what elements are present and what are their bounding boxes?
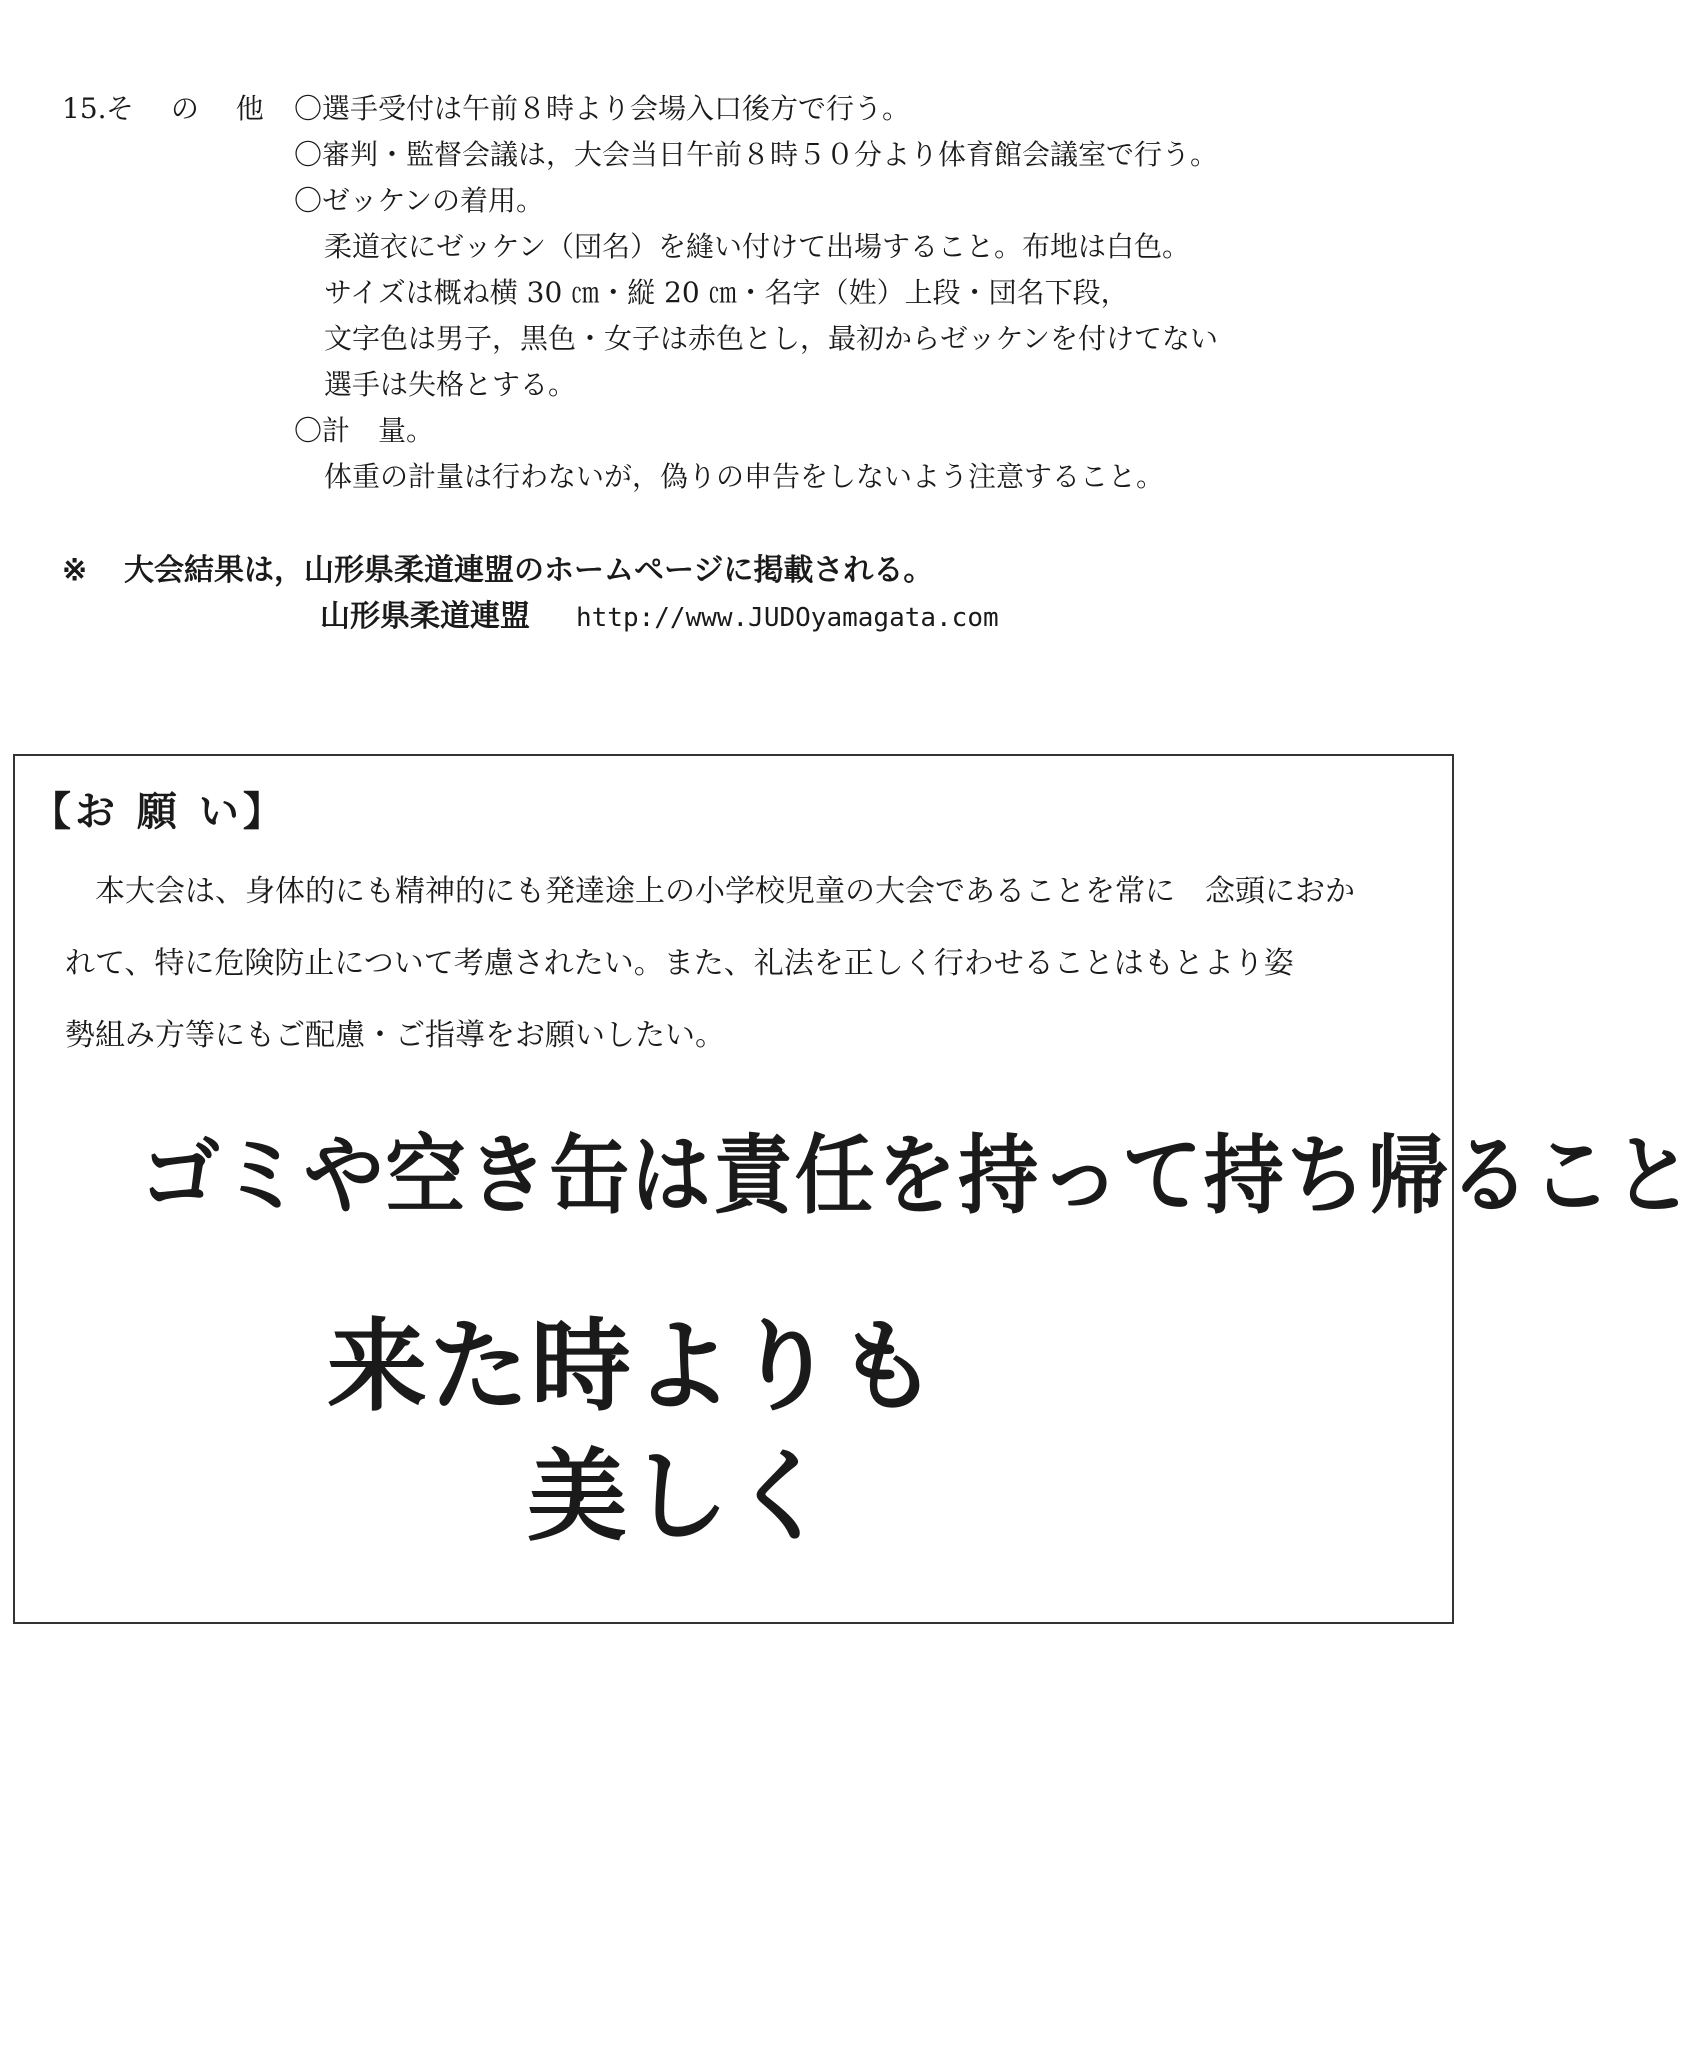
org-name: 山形県柔道連盟 <box>320 599 530 634</box>
item-bib-detail-3: 文字色は男子，黒色・女子は赤色とし，最初からゼッケンを付けてない <box>324 322 1219 355</box>
item-meeting: 〇審判・監督会議は，大会当日午前８時５０分より体育館会議室で行う。 <box>294 138 1219 171</box>
item-bib: 〇ゼッケンの着用。 <box>294 184 545 217</box>
slogan-trash: ゴミや空き缶は責任を持って持ち帰ること <box>140 1126 1695 1226</box>
item-reception: 〇選手受付は午前８時より会場入口後方で行う。 <box>294 92 911 125</box>
org-url: http://www.JUDOyamagata.com <box>576 603 999 633</box>
section-title: そ の 他 <box>106 92 278 125</box>
note-mark: ※ <box>62 553 88 588</box>
item-bib-detail-1: 柔道衣にゼッケン（団名）を縫い付けて出場すること。布地は白色。 <box>324 230 1191 263</box>
notice-title: 【お 願 い】 <box>31 788 287 835</box>
item-bib-detail-4: 選手は失格とする。 <box>324 368 577 401</box>
item-bib-detail-2: サイズは概ね横 30 ㎝・縦 20 ㎝・名字（姓）上段・団名下段， <box>324 276 1129 309</box>
notice-line-3: 勢組み方等にもご配慮・ご指導をお願いしたい。 <box>65 1018 725 1053</box>
notice-line-1: 本大会は、身体的にも精神的にも発達途上の小学校児童の大会であることを常に 念頭におか <box>95 874 1355 909</box>
slogan-cleaner-line1: 来た時よりも <box>327 1308 939 1425</box>
section-number: 15. <box>62 92 107 125</box>
item-weigh: 〇計 量。 <box>294 414 435 447</box>
notice-box <box>13 754 1695 1624</box>
notice-line-2: れて、特に危険防止について考慮されたい。また、礼法を正しく行わせることはもとより姿 <box>65 946 1294 981</box>
slogan-cleaner-line2: 美しく <box>527 1438 833 1555</box>
results-note: 大会結果は，山形県柔道連盟のホームページに掲載される。 <box>124 553 934 588</box>
item-weigh-detail: 体重の計量は行わないが，偽りの申告をしないよう注意すること。 <box>324 460 1165 493</box>
